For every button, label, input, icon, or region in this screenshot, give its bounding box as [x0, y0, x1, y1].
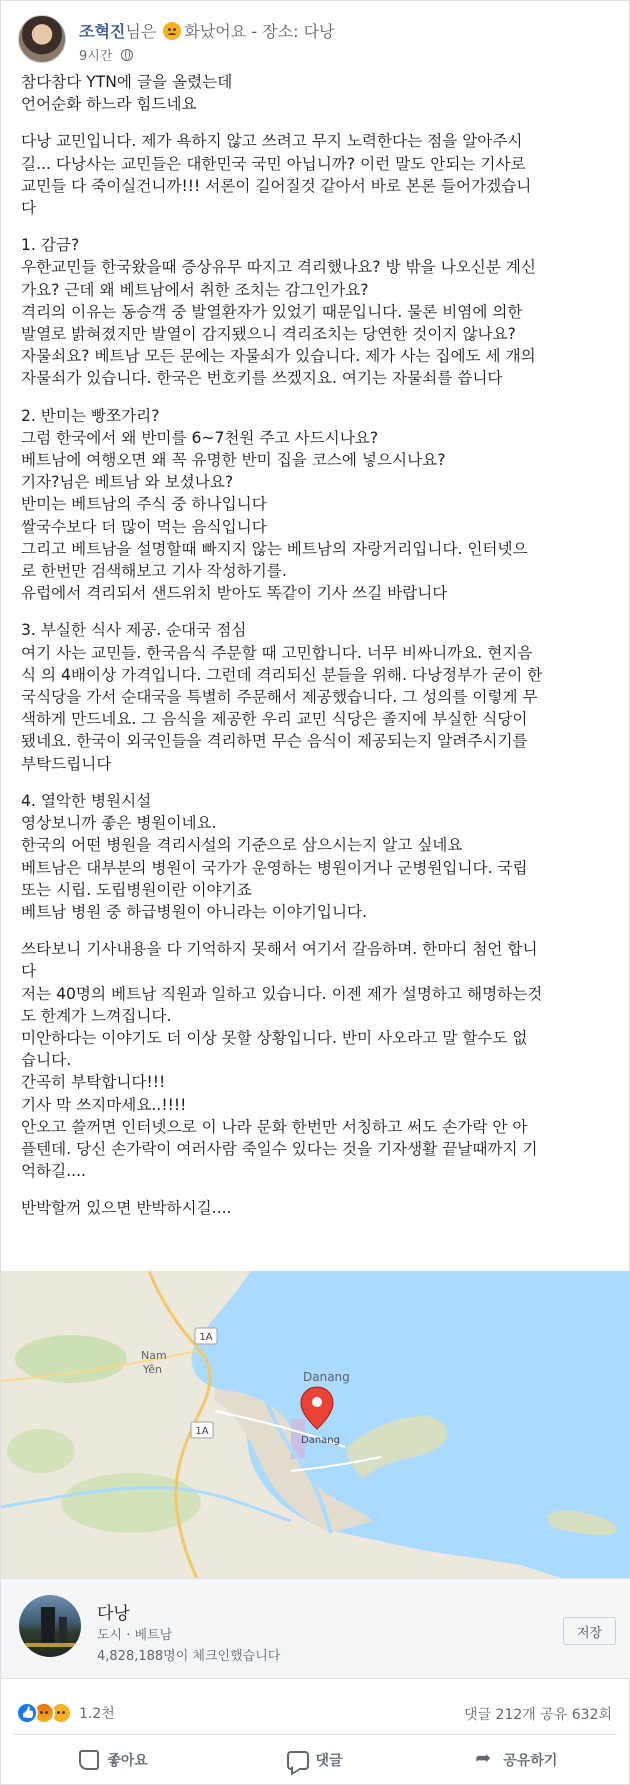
location-map[interactable] — [1, 1271, 630, 1578]
section-heading: 1. 감금? — [21, 236, 80, 255]
feeling-text: 화났어요 — [184, 22, 247, 41]
post-time[interactable]: 9시간 — [79, 49, 113, 64]
action-bar — [13, 1741, 617, 1779]
text-line: 반미는 베트남의 주식 중 하나입니다 — [21, 495, 267, 514]
text-line: 저는 40명의 베트남 직원과 일하고 있습니다. 이젠 제가 설명하고 해명하는것 — [21, 984, 543, 1003]
text-line: 쌀국수보다 더 많이 먹는 음식입니다 — [21, 517, 267, 536]
text-line: 베트남 병원 중 하급병원이 아니라는 이야기입니다. — [21, 902, 368, 921]
text-line: 여기 사는 교민들. 한국음식 주문할 때 고민합니다. 너무 비싸니까요. 현지음 — [21, 643, 533, 662]
text-line: 도 한계가 느껴집니다. — [21, 1006, 172, 1025]
text-line: 자물쇠요? 베트남 모든 문에는 자물쇠가 있습니다. 제가 사는 집에도 세 개의 — [21, 347, 536, 366]
comment-label: 댓글 — [315, 1753, 343, 1769]
text-line: 부탁드립니다 — [21, 754, 112, 773]
section-hospital — [21, 790, 616, 923]
road-shield-label: 1A — [195, 1426, 209, 1437]
angry-face-icon — [163, 22, 181, 40]
comment-button[interactable] — [214, 1741, 415, 1779]
section-heading: 2. 반미는 빵쪼가리? — [21, 406, 160, 425]
park-area — [7, 1429, 75, 1473]
text-line: 색하게 만드네요. 그 음식을 제공한 우리 교민 식당은 졸지에 부실한 식당이 — [21, 710, 528, 729]
thumbs-up-icon — [79, 1750, 99, 1770]
text-line: 억하길.... — [21, 1162, 87, 1181]
text-line: 간곡히 부탁합니다!!! — [21, 1073, 166, 1092]
like-button[interactable] — [13, 1741, 214, 1779]
text-line: 격리의 이유는 동승객 중 발열환자가 있었기 때문입니다. 물론 비염에 의한 — [21, 302, 523, 321]
globe-icon[interactable] — [121, 49, 133, 61]
text-line: 기자?님은 베트남 와 보셨나요? — [21, 473, 234, 492]
location-link[interactable]: 다낭 — [303, 22, 335, 41]
text-line: 영상보니까 좋은 병원이네요. — [21, 814, 217, 833]
reaction-summary[interactable] — [16, 1701, 115, 1725]
section-heading: 4. 열악한 병원시설 — [21, 791, 152, 810]
text-line: 플텐데. 당신 손가락이 여러사람 죽일수 있다는 것을 기자생활 끝날때까지 기 — [21, 1139, 538, 1158]
text-line: 길... 다낭사는 교민들은 대한민국 국민 아닙니까? 이런 말도 안되는 기사로 — [21, 154, 526, 173]
like-label: 좋아요 — [107, 1753, 148, 1769]
engagement-stats — [464, 1704, 612, 1724]
share-label: 공유하기 — [503, 1753, 558, 1769]
comment-count[interactable]: 댓글 212개 — [464, 1707, 536, 1723]
section-confinement — [21, 234, 616, 389]
place-name[interactable]: 다낭 — [97, 1604, 130, 1624]
text-line: 국식당을 가서 순대국을 특별히 주문해서 제공했습니다. 그 성의를 이렇게 무 — [21, 688, 538, 707]
section-banhmi — [21, 405, 616, 605]
text-line: 다낭 교민입니다. 제가 욕하지 않고 쓰려고 무지 노력한다는 점을 알아주시 — [21, 132, 523, 151]
section-heading: 3. 부실한 식사 제공. 순대국 점심 — [21, 621, 247, 640]
pin-label: Danang — [301, 1435, 340, 1446]
text-line: 우한교민들 한국왔을때 증상유무 따지고 격리했나요? 방 밖을 나오신분 계신 — [21, 258, 536, 277]
text-line: 베트남은 대부분의 병원이 국가가 운영하는 병원이거나 군병원입니다. 국립 — [21, 858, 528, 877]
place-checkins: 4,828,188명이 체크인했습니다 — [97, 1649, 281, 1664]
text-line: 식 의 4배이상 가격입니다. 그런데 격리되신 분들을 위해. 다낭정부가 굳이 한 — [21, 665, 543, 684]
text-line: 자물쇠가 있습니다. 한국은 번호키를 쓰겠지요. 여기는 자물쇠를 씁니다 — [21, 369, 503, 388]
text-line: 그럼 한국에서 왜 반미를 6~7천원 주고 사드시나요? — [21, 428, 379, 447]
post-meta — [79, 45, 133, 64]
author-name[interactable]: 조혁진 — [79, 22, 126, 41]
save-button[interactable]: 저장 — [563, 1617, 616, 1645]
park-area — [15, 1335, 127, 1383]
text-line: 베트남에 여행오면 왜 꼭 유명한 반미 집을 코스에 넣으시나요? — [21, 451, 446, 470]
road-shield-label: 1A — [199, 1332, 213, 1343]
intro-paragraph — [21, 71, 616, 115]
author-avatar[interactable] — [18, 15, 66, 63]
author-suffix: 님은 — [125, 22, 157, 41]
text-line: 미안하다는 이야기도 더 이상 못할 상황입니다. 반미 사오라고 말 할수도 없 — [21, 1028, 528, 1047]
text-line: 또는 시립. 도립병원이란 이야기죠 — [21, 880, 252, 899]
text-line: 쓰타보니 기사내용을 다 기억하지 못해서 여기서 갈음하며. 한마디 첨언 합니 — [21, 940, 538, 959]
share-count[interactable]: 공유 632회 — [540, 1707, 612, 1723]
location-separator: - 장소: — [246, 22, 304, 41]
action-divider — [13, 1734, 617, 1735]
place-thumbnail[interactable] — [19, 1595, 81, 1657]
post-body — [21, 71, 616, 1235]
text-line: 반박할꺼 있으면 반박하시길.... — [21, 1199, 232, 1218]
text-line: 유럽에서 격리되서 샌드위치 받아도 똑같이 기사 쓰길 바랍니다 — [21, 584, 448, 603]
text-line: 다 — [21, 962, 37, 981]
speech-bubble-icon — [287, 1750, 307, 1770]
town-label: Nam — [141, 1349, 167, 1362]
share-button[interactable] — [416, 1741, 617, 1779]
like-reaction-icon — [16, 1702, 38, 1724]
closing-paragraph — [21, 1197, 616, 1219]
text-line: 그리고 베트남을 설명할때 빠지지 않는 베트남의 자랑거리입니다. 인터넷으 — [21, 539, 528, 558]
place-card[interactable] — [1, 1578, 630, 1679]
place-category: 도시 · 베트남 — [97, 1628, 173, 1643]
text-line: 기사 막 쓰지마세요..!!!! — [21, 1095, 187, 1114]
section-appeal — [21, 938, 616, 1182]
opening-paragraph — [21, 130, 616, 219]
text-line: 한국의 어떤 병원을 격리시설의 기준으로 삼으시는지 알고 싶네요 — [21, 836, 463, 855]
share-arrow-icon — [475, 1750, 495, 1770]
text-line: 발열로 밝혀졌지만 발열이 감지됐으니 격리조치는 당연한 것이지 않나요? — [21, 325, 516, 344]
text-line: 됐네요. 한국이 외국인들을 격리하면 무슨 음식이 제공되는지 알려주시기를 — [21, 732, 528, 751]
post-header — [79, 19, 334, 42]
text-line: 교민들 다 죽이실건니까!!! 서론이 길어질것 같아서 바로 본론 들어가겠습니 — [21, 176, 532, 195]
text-line: 습니다. — [21, 1051, 72, 1070]
text-line: 로 한번만 검색해보고 기사 작성하기를. — [21, 562, 287, 581]
text-line: 참다참다 YTN에 글을 올렸는데 — [21, 73, 233, 91]
town-label: Yên — [143, 1363, 162, 1376]
reaction-count[interactable]: 1.2천 — [79, 1706, 115, 1722]
text-line: 다 — [21, 199, 37, 218]
text-line: 가요? 근데 왜 베트남에서 취한 조치는 감그인가요? — [21, 280, 369, 299]
section-meals — [21, 619, 616, 774]
text-line: 언어순화 하느라 힘드네요 — [21, 95, 197, 114]
text-line: 안오고 쓸꺼면 인터넷으로 이 나라 문화 한번만 서칭하고 써도 손가락 안 아 — [21, 1117, 528, 1136]
city-label: Danang — [303, 1370, 350, 1384]
